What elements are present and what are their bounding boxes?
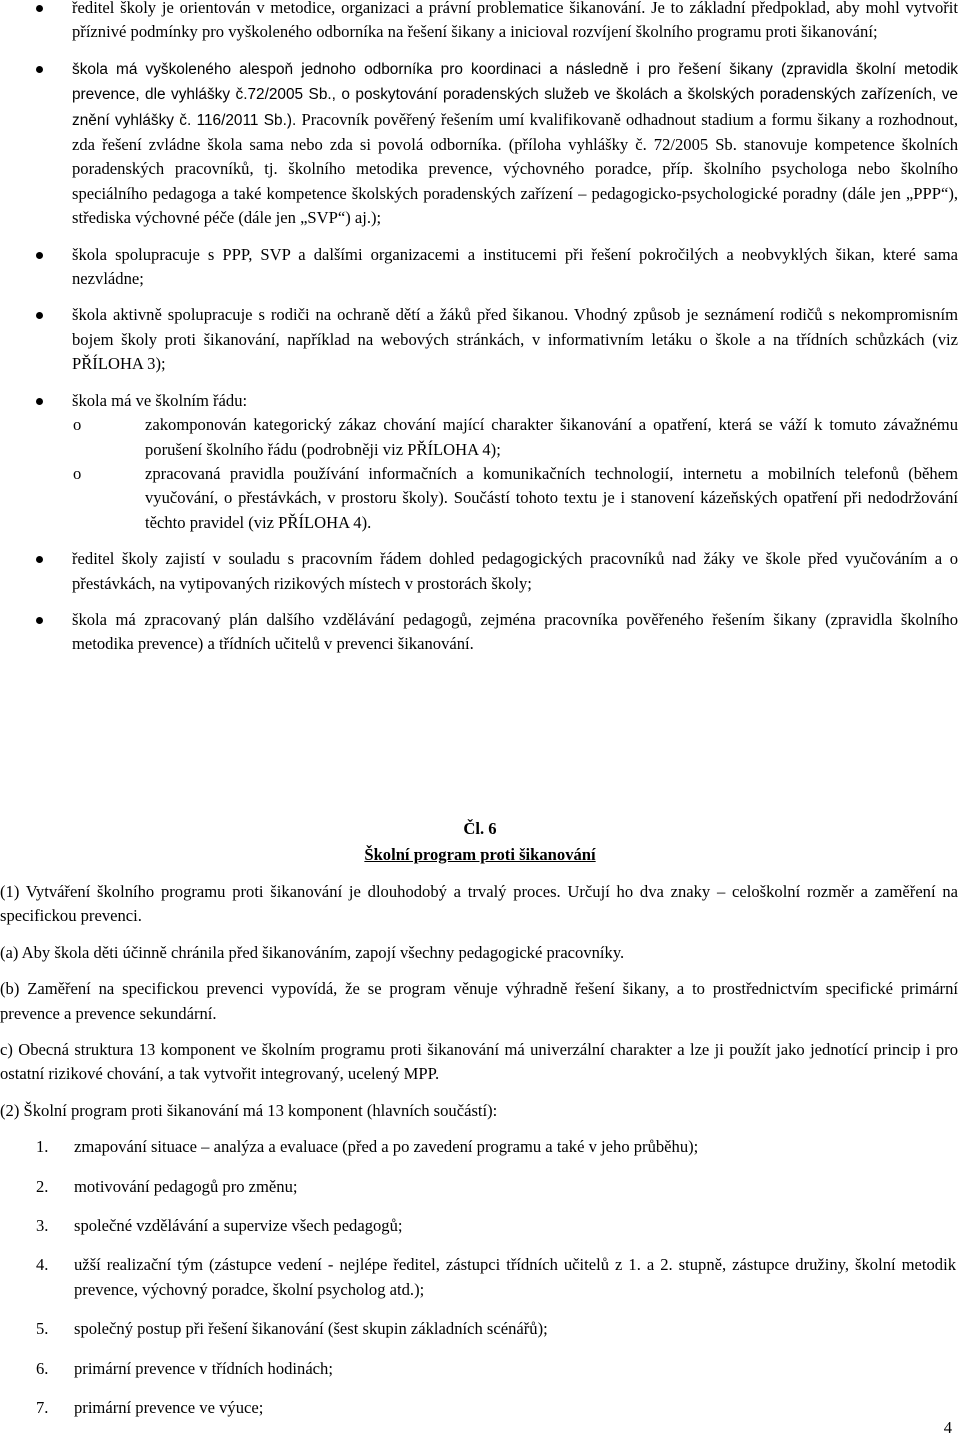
paragraph: (b) Zaměření na specifickou prevenci vypovídá, že se program věnuje výhradně řešení šikany, a to prostřednictvím specifické primární prevence a prevence sekundární. <box>0 979 958 1023</box>
components-list <box>0 1135 958 1420</box>
paragraph: (2) Školní program proti šikanování má 13 komponent (hlavních součástí): <box>0 1100 498 1120</box>
list-item <box>0 57 960 231</box>
item-text: společný postup při řešení šikanování (šest skupin základních scénářů); <box>74 1319 548 1339</box>
sub-item-text: zakomponován kategorický zákaz chování mající charakter šikanování a opatření, která se váží k tomuto závažnému porušení školního řádu (podrobněji viz PŘÍLOHA 4); <box>145 415 958 459</box>
list-item <box>0 608 960 657</box>
page-number: 4 <box>943 1418 952 1437</box>
numbered-item <box>0 1253 958 1302</box>
bullet-text: Pracovník pověřený řešením umí kvalifikovaně odhadnout stadium a formu šikany a rozhodnout, zda řešení zvládne škola sama nebo zda si povolá odborníka. (příloha vyhlášky č. 72/2005 Sb. stanovuje kompetence školních poradenských pracovníků, tj. školního metodika prevence, výchovného poradce, příp. školního psychologa nebo školního speciálního pedagoga a také kompetence školských poradenských zařízení – pedagogicko-psychologické poradny (dále jen „PPP“), střediska výchovné péče (dále jen „SVP“) aj.); <box>72 109 959 228</box>
sub-bullet-icon: o <box>73 415 82 435</box>
bullet-icon <box>36 556 43 563</box>
paragraph: c) Obecná struktura 13 komponent ve školním programu proti šikanování má univerzální charakter a lze ji použít jako jednotící princip i pro ostatní rizikové chování, a tak vytvořit integrovaný, ucelený MPP. <box>0 1040 958 1084</box>
list-item <box>0 243 960 292</box>
bullet-text: škola má vyškoleného alespoň jednoho odborníka pro koordinaci a následně i pro řešení šikany (zpravidla školní metodik prevence, dle vyhlášky č.72/2005 Sb., o poskytování poradenských služeb ve školách a školských poradenských zařízeních, ve znění vyhlášky č. 116/2011 Sb.). <box>72 60 958 129</box>
numbered-item <box>0 1396 958 1420</box>
list-item <box>0 547 960 596</box>
item-text: primární prevence ve výuce; <box>74 1398 264 1418</box>
sub-bullet-icon: o <box>73 463 82 483</box>
item-text: zmapování situace – analýza a evaluace (před a po zavedení programu a také v jeho průběhu); <box>74 1137 699 1157</box>
numbered-item <box>0 1317 958 1341</box>
numbered-item <box>0 1214 958 1238</box>
list-item <box>0 0 960 45</box>
numbered-item <box>0 1135 958 1159</box>
bullet-text: ředitel školy je orientován v metodice, organizaci a právní problematice šikanování. Je to základní předpoklad, aby mohl vytvořit příznivé podmínky pro vyškoleného odborníka na řešení šikany a inicioval rozvíjení školního programu proti šikanování; <box>72 0 958 42</box>
list-item <box>0 389 960 535</box>
section-body <box>0 880 958 1436</box>
item-text: užší realizační tým (zástupce vedení - nejlépe ředitel, zástupci třídních učitelů z 1. a 2. stupně, zástupce družiny, školní metodik prevence, výchovný poradce, školní psycholog atd.); <box>74 1255 956 1299</box>
bullet-icon <box>36 398 43 405</box>
sub-list-item <box>72 462 958 535</box>
bullet-text: škola aktivně spolupracuje s rodiči na ochraně dětí a žáků před šikanou. Vhodný způsob je seznámení rodičů s nekompromisním bojem školy proti šikanování, například na webových stránkách, v informativním letáku o škole a na třídních schůzkách (viz PŘÍLOHA 3); <box>72 305 958 374</box>
bullet-icon <box>36 66 43 73</box>
bullet-text: škola má ve školním řádu: <box>72 390 248 410</box>
sub-list-item <box>72 413 958 462</box>
item-number: 4. <box>36 1255 49 1275</box>
bullet-icon <box>36 5 43 12</box>
item-number: 5. <box>36 1319 49 1339</box>
item-number: 6. <box>36 1358 49 1378</box>
item-number: 2. <box>36 1176 49 1196</box>
bullet-text: ředitel školy zajistí v souladu s pracovním řádem dohled pedagogických pracovníků nad žáky ve škole před vyučováním a o přestávkách, na vytipovaných rizikových místech v prostorách školy; <box>72 549 958 593</box>
item-number: 7. <box>36 1398 49 1418</box>
bullet-icon <box>36 312 43 319</box>
policy-bullet-list <box>0 0 960 669</box>
sub-item-text: zpracovaná pravidla používání informačních a komunikačních technologií, internetu a mobilních telefonů (během vyučování, o přestávkách, v prostoru školy). Součástí tohoto textu je i stanovení kázeňských opatření při nedodržování těchto pravidel (viz PŘÍLOHA 4). <box>145 463 958 532</box>
bullet-icon <box>36 252 43 259</box>
list-item <box>0 303 960 376</box>
item-text: motivování pedagogů pro změnu; <box>74 1176 298 1196</box>
item-number: 1. <box>36 1137 49 1157</box>
numbered-item <box>0 1357 958 1381</box>
paragraph: (a) Aby škola děti účinně chránila před šikanováním, zapojí všechny pedagogické pracovníky. <box>0 942 625 962</box>
item-text: společné vzdělávání a supervize všech pedagogů; <box>74 1216 403 1236</box>
paragraph: (1) Vytváření školního programu proti šikanování je dlouhodobý a trvalý proces. Určují ho dva znaky – celoškolní rozměr a zaměření na specifickou prevenci. <box>0 882 958 926</box>
bullet-text: škola spolupracuje s PPP, SVP a dalšími organizacemi a institucemi při řešení pokročilých a neobvyklých šikan, které sama nezvládne; <box>72 244 958 289</box>
item-text: primární prevence v třídních hodinách; <box>74 1358 333 1378</box>
numbered-item <box>0 1175 958 1199</box>
section-number: Čl. 6 <box>463 819 497 838</box>
item-number: 3. <box>36 1216 49 1236</box>
sub-list <box>72 413 958 535</box>
bullet-text: škola má zpracovaný plán dalšího vzdělávání pedagogů, zejména pracovníka pověřeného řešením šikany (zpravidla školního metodika prevence) a třídních učitelů v prevenci šikanování. <box>72 609 958 654</box>
bullet-icon <box>36 617 43 624</box>
section-title: Školní program proti šikanování <box>364 845 596 864</box>
